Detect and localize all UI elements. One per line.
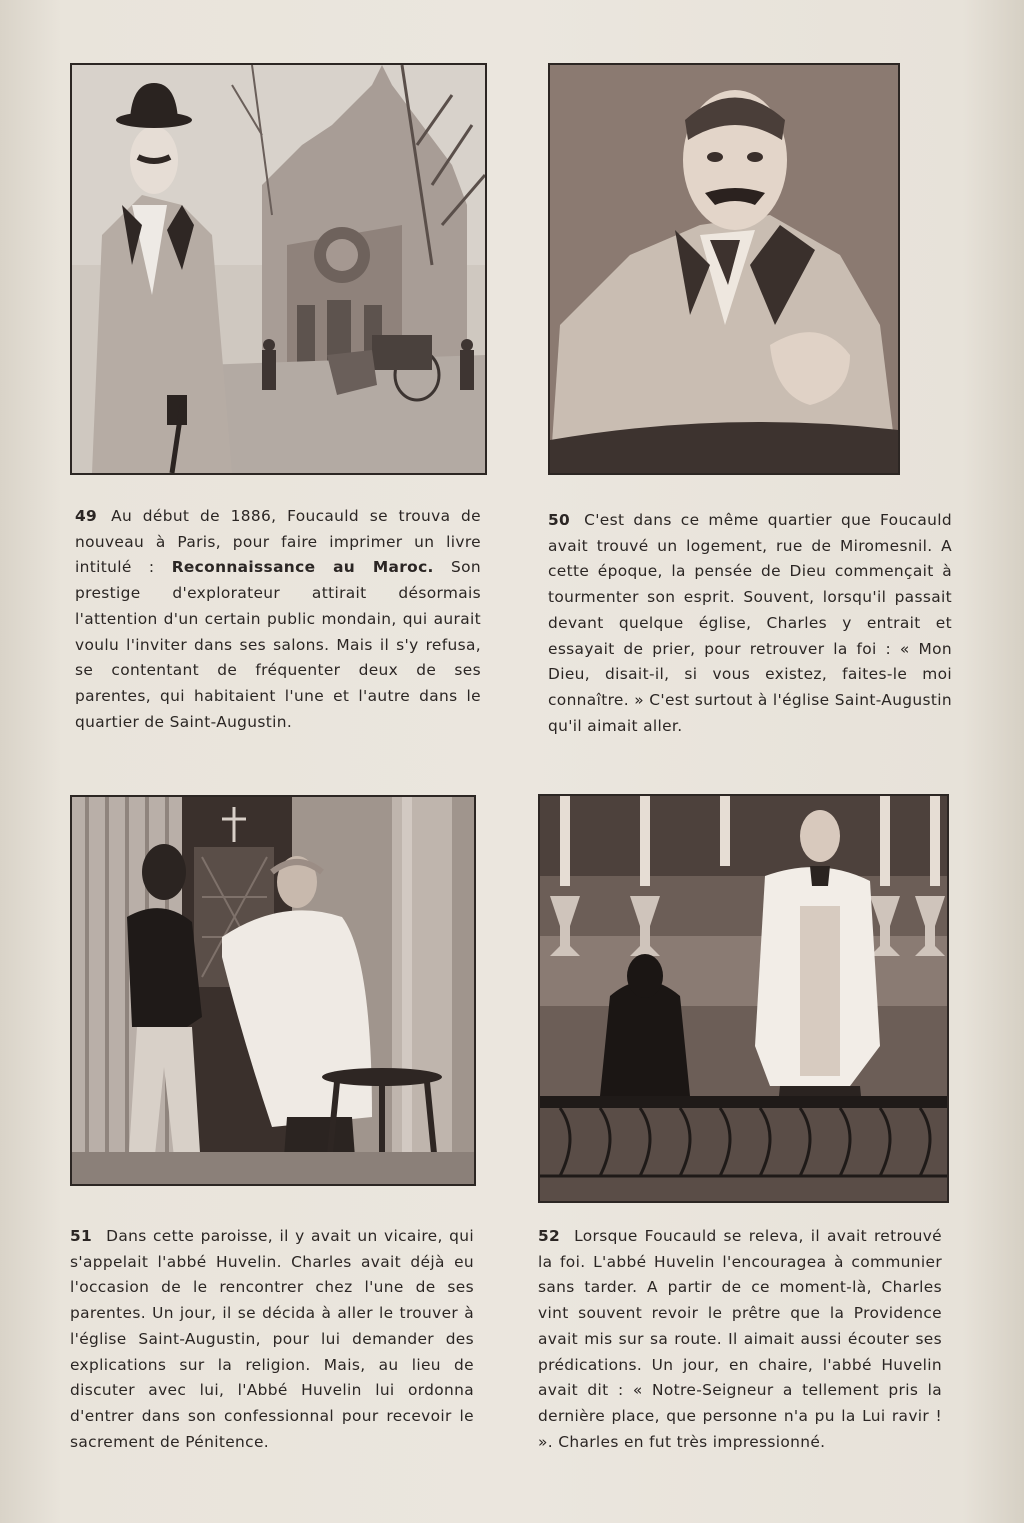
panel-number-52: 52 (538, 1227, 561, 1245)
man-praying-clasped-hands-icon (550, 65, 898, 473)
caption-50-text: C'est dans ce même quartier que Foucauld avait trouvé un logement, rue de Miromesnil. A cette époque, la pensée de Dieu commençait à tourmenter son esprit. Souvent, lorsqu'il passait devant quelque église, Charles y entrait et essayait de prier, pour retrouver la foi : « Mon Dieu, disait-il, si vous existez, faites-le moi connaître. » C'est surtout à l'église Saint-Augustin qu'il aimait aller. (548, 511, 952, 735)
panel-50-illustration (548, 63, 900, 475)
priest-guiding-man-to-confessional-icon (72, 797, 474, 1184)
caption-52 (538, 1224, 942, 1455)
priest-at-altar-holding-chalice-icon (540, 796, 947, 1201)
caption-51-text: Dans cette paroisse, il y avait un vicaire, qui s'appelait l'abbé Huvelin. Charles avait déjà eu l'occasion de le rencontrer chez l'une de ses parentes. Un jour, il se décida à aller le trouver à l'église Saint-Augustin, pour lui demander des explications sur la religion. Mais, au lieu de discuter avec lui, l'Abbé Huvelin lui ordonna d'entrer dans son confessionnal pour recevoir le sacrement de Pénitence. (70, 1227, 474, 1451)
caption-51 (70, 1224, 474, 1455)
panel-number-51: 51 (70, 1227, 93, 1245)
caption-49-text-start: Au début de 1886, Foucauld se trouva de nouveau à Paris, pour faire imprimer un livre intitulé : (75, 507, 481, 577)
panel-number-50: 50 (548, 511, 571, 529)
panel-51-illustration (70, 795, 476, 1186)
caption-50 (548, 508, 952, 739)
panel-52-illustration (538, 794, 949, 1203)
panel-number-49: 49 (75, 507, 98, 525)
man-with-bowler-hat-before-church-icon (72, 65, 485, 473)
book-title: Reconnaissance au Maroc. (171, 558, 434, 577)
caption-49-text-rest: Son prestige d'explorateur attirait désormais l'attention d'un certain public mondain, qui aurait voulu l'inviter dans ses salons. Mais il s'y refusa, se contentant de fréquenter deux de ses parentes, qui habitaient l'une et l'autre dans le quartier de Saint-Augustin. (75, 558, 481, 731)
panel-49-illustration (70, 63, 487, 475)
caption-52-text: Lorsque Foucauld se releva, il avait retrouvé la foi. L'abbé Huvelin l'encouragea à communier sans tarder. A partir de ce moment-là, Charles vint souvent revoir le prêtre que la Providence avait mis sur sa route. Il aimait aussi écouter ses prédications. Un jour, en chaire, l'abbé Huvelin avait dit : « Notre-Seigneur a tellement pris la dernière place, que personne n'a pu la Lui ravir ! ». Charles en fut très impressionné. (538, 1227, 942, 1451)
caption-49 (75, 504, 481, 735)
